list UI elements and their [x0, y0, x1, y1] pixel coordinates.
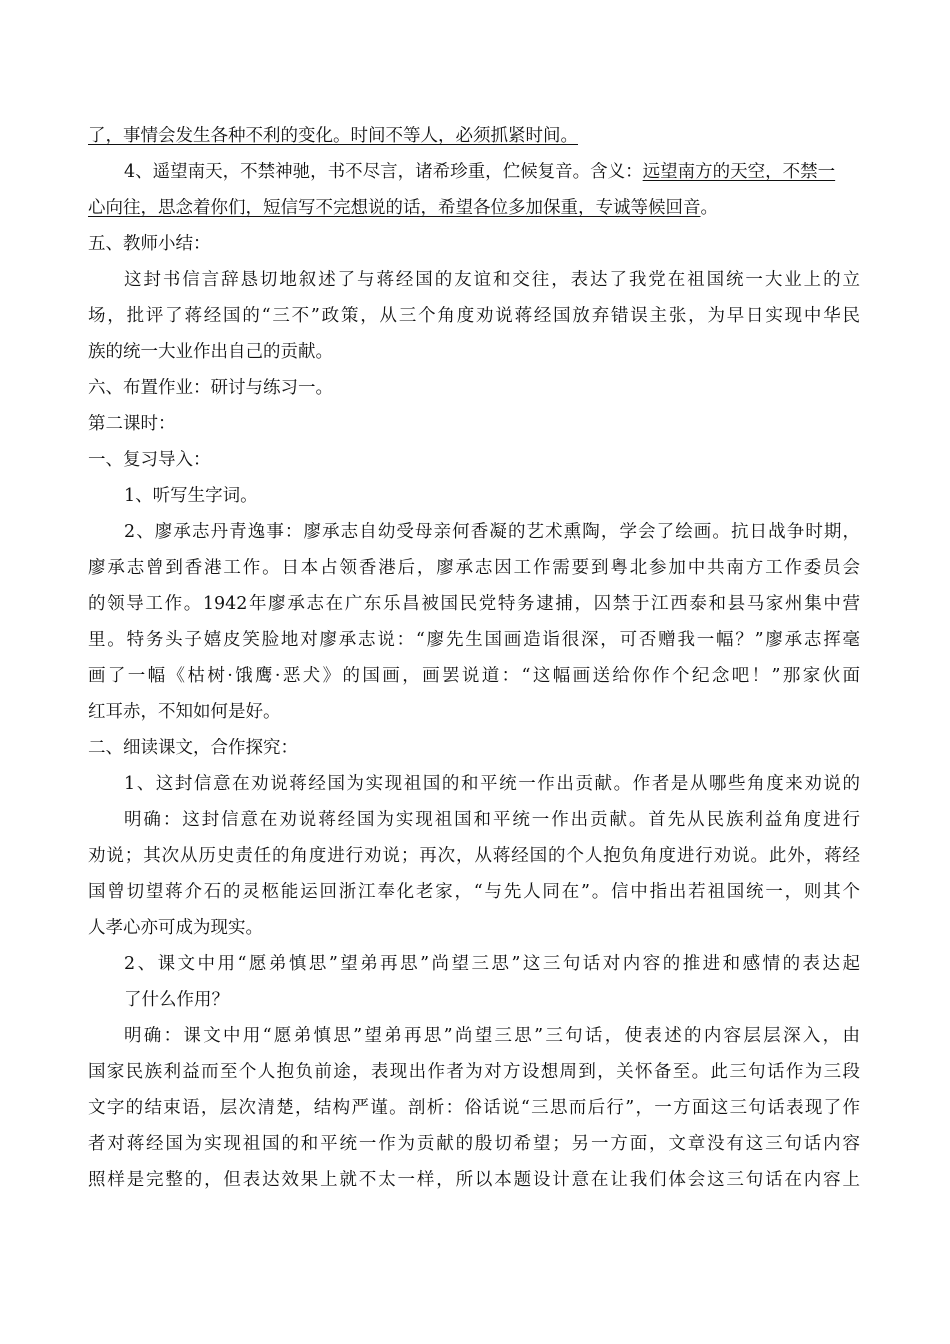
section-heading: 五、教师小结：: [88, 234, 211, 254]
section-heading: 六、布置作业：研讨与练习一。: [88, 378, 333, 398]
paragraph-line: 者对蒋经国为实现祖国的和平统一作为贡献的殷切希望；另一方面，文章没有这三句话内容: [88, 1134, 860, 1154]
period: 。: [700, 198, 718, 218]
underlined-meaning: 远望南方的天空，不禁一: [642, 162, 836, 182]
paragraph-line: [124, 160, 835, 184]
paragraph-line: 了什么作用？: [124, 990, 229, 1010]
paragraph-line: 1、这封信意在劝说蒋经国为实现祖国的和平统一作出贡献。作者是从哪些角度来劝说的: [124, 774, 860, 794]
paragraph-line: 1、听写生字词。: [124, 486, 258, 506]
paragraph-line: 劝说；其次从历史责任的角度进行劝说；再次，从蒋经国的个人抱负角度进行劝说。此外，蒋经: [88, 846, 860, 866]
section-heading: 第二课时：: [88, 414, 176, 434]
paragraph-line: 2、廖承志丹青逸事：廖承志自幼受母亲何香凝的艺术熏陶，学会了绘画。抗日战争时期，: [124, 522, 860, 542]
paragraph-line: 画了一幅《枯树·饿鹰·恶犬》的国画，画罢说道：“这幅画送给你作个纪念吧！”那家伙面: [88, 666, 860, 686]
paragraph-line: 国曾切望蒋介石的灵柩能运回浙江奉化老家，“与先人同在”。信中指出若祖国统一，则其个: [88, 882, 860, 902]
paragraph-line: 了，事情会发生各种不利的变化。时间不等人，必须抓紧时间。: [88, 126, 578, 146]
paragraph-line: 明确：课文中用“愿弟慎思”望弟再思”尚望三思”三句话，使表述的内容层层深入，由: [124, 1026, 860, 1046]
paragraph-line: 明确：这封信意在劝说蒋经国为实现祖国和平统一作出贡献。首先从民族利益角度进行: [124, 810, 860, 830]
paragraph-line: 红耳赤，不知如何是好。: [88, 702, 281, 722]
paragraph-line: [88, 196, 718, 220]
paragraph-line: 里。特务头子嬉皮笑脸地对廖承志说：“廖先生国画造诣很深，可否赠我一幅？”廖承志挥毫: [88, 630, 860, 650]
underlined-meaning: 心向往，思念着你们，短信写不完想说的话，希望各位多加保重，专诚等候回音: [88, 198, 701, 218]
paragraph-line: 照样是完整的，但表达效果上就不太一样，所以本题设计意在让我们体会这三句话在内容上: [88, 1170, 860, 1190]
paragraph-line: 场，批评了蒋经国的“三不”政策，从三个角度劝说蒋经国放弃错误主张，为早日实现中华民: [88, 306, 860, 326]
paragraph-line: 的领导工作。1942年廖承志在广东乐昌被国民党特务逮捕，囚禁于江西泰和县马家州集中营: [88, 594, 860, 614]
paragraph-line: 廖承志曾到香港工作。日本占领香港后，廖承志因工作需要到粤北参加中共南方工作委员会: [88, 558, 860, 578]
section-heading: 二、细读课文，合作探究：: [88, 738, 298, 758]
paragraph-line: 国家民族利益而至个人抱负前途，表现出作者为对方设想周到，关怀备至。此三句话作为三段: [88, 1062, 860, 1082]
paragraph-line: 这封书信言辞恳切地叙述了与蒋经国的友谊和交往，表达了我党在祖国统一大业上的立: [124, 270, 860, 290]
section-heading: 一、复习导入：: [88, 450, 211, 470]
paragraph-line: 2、课文中用“愿弟慎思”望弟再思”尚望三思”这三句话对内容的推进和感情的表达起: [124, 954, 860, 974]
item-text: 4、遥望南天，不禁神驰，书不尽言，诸希珍重，伫候复音。含义：: [124, 162, 643, 182]
paragraph-line: 族的统一大业作出自己的贡献。: [88, 342, 333, 362]
paragraph-line: 文字的结束语，层次清楚，结构严谨。剖析：俗话说“三思而后行”，一方面这三句话表现了作: [88, 1098, 860, 1118]
paragraph-line: 人孝心亦可成为现实。: [88, 918, 263, 938]
